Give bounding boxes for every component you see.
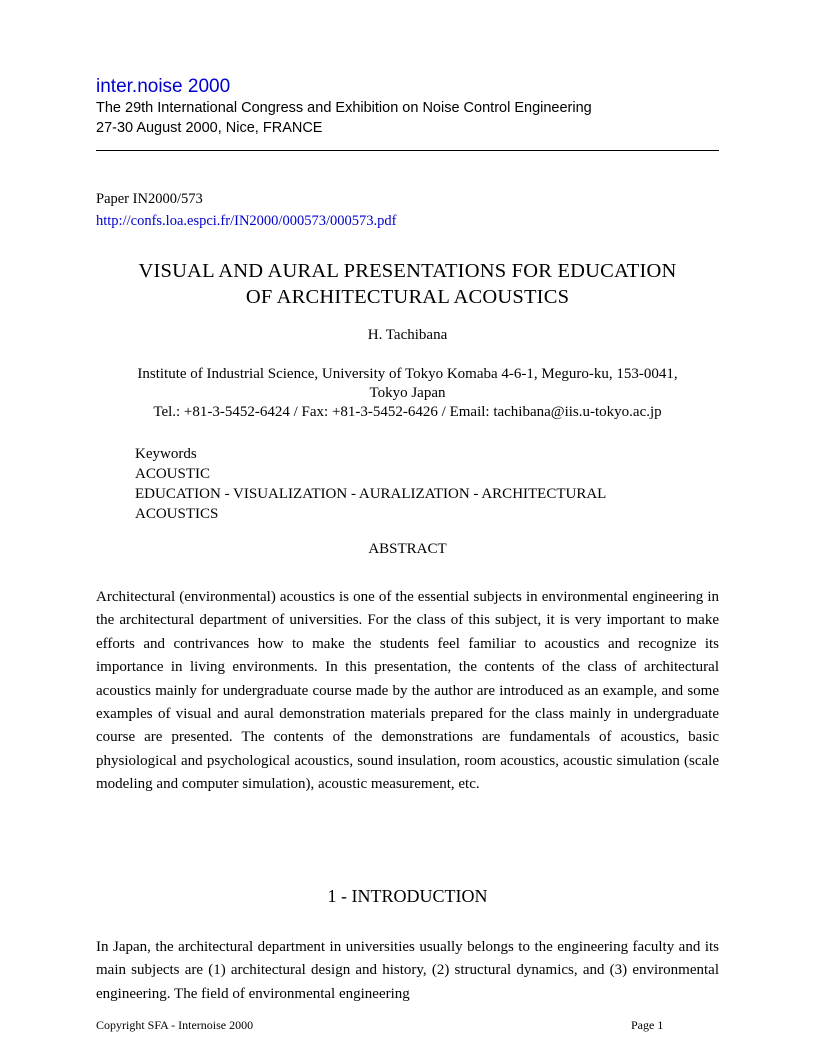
- introduction-paragraph: In Japan, the architectural department in universities usually belongs to the engineering faculty and its main subjects are (1) architectural design and history, (2) structural dynamics, and (3) environmental engineering. The field of environmental engineering: [96, 939, 719, 1002]
- footer-page-number: Page 1: [631, 1018, 664, 1032]
- keywords-block: [135, 444, 606, 524]
- abstract-paragraph: Architectural (environmental) acoustics is one of the essential subjects in environmental engineering in the architectural department of universities. For the class of this subject, it is very important to make efforts and contrivances how to make the students feel familiar to acoustics and recognize its importance in living environments. In this presentation, the contents of the class of architectural acoustics mainly for undergraduate course made by the author are introduced as an example, and some examples of visual and aural demonstration materials prepared for the class mainly in undergraduate course are presented. The contents of the demonstrations are fundamentals of acoustics, basic physiological and psychological acoustics, sound insulation, room acoustics, acoustic simulation (scale modeling and computer simulation), acoustic measurement, etc.: [96, 589, 719, 793]
- keyword-line: ACOUSTICS: [135, 506, 219, 522]
- keywords-label: Keywords: [135, 446, 197, 462]
- header-divider: [96, 150, 719, 151]
- affiliation-line: Institute of Industrial Science, University of Tokyo Komaba 4-6-1, Meguro-ku, 153-0041,: [137, 366, 678, 382]
- keyword-line: EDUCATION - VISUALIZATION - AURALIZATION - ARCHITECTURAL: [135, 486, 607, 502]
- contact-line: Tel.: +81-3-5452-6424 / Fax: +81-3-5452-6426 / Email: tachibana@iis.u-tokyo.ac.jp: [153, 404, 662, 420]
- paper-url-link[interactable]: http://confs.loa.espci.fr/IN2000/000573/000573.pdf: [96, 213, 397, 229]
- footer-copyright: Copyright SFA - Internoise 2000: [96, 1018, 254, 1032]
- conference-full-title: The 29th International Congress and Exhibition on Noise Control Engineering: [96, 100, 592, 116]
- paper-title-line: VISUAL AND AURAL PRESENTATIONS FOR EDUCATION: [138, 260, 677, 282]
- conference-name: inter.noise 2000: [96, 76, 231, 97]
- affiliation-block: [96, 365, 719, 422]
- conference-dates: 27-30 August 2000, Nice, FRANCE: [96, 120, 323, 136]
- author-name: H. Tachibana: [367, 327, 448, 343]
- abstract-heading: ABSTRACT: [368, 541, 447, 557]
- paper-id: Paper IN2000/573: [96, 191, 203, 207]
- affiliation-line: Tokyo Japan: [369, 385, 446, 401]
- section-heading-introduction: 1 - INTRODUCTION: [327, 886, 488, 906]
- paper-title: [96, 258, 719, 310]
- keyword-line: ACOUSTIC: [135, 466, 211, 482]
- paper-title-line: OF ARCHITECTURAL ACOUSTICS: [245, 286, 570, 308]
